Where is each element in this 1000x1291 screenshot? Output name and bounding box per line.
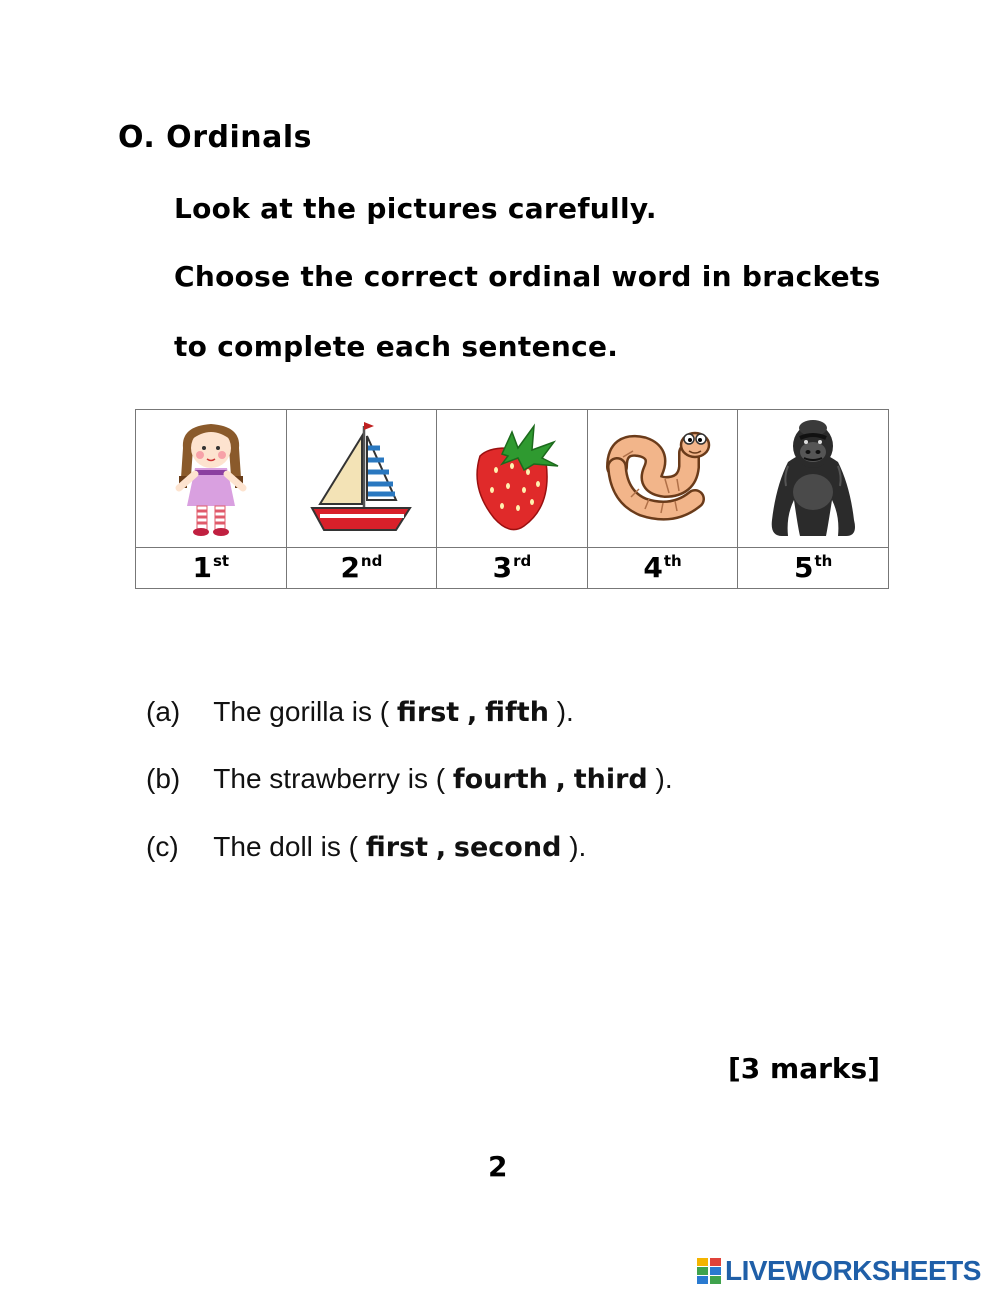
instruction-line-3: to complete each sentence.	[174, 330, 619, 363]
worm-icon	[603, 423, 723, 533]
option-fourth[interactable]: fourth	[452, 764, 548, 795]
picture-cell-4	[587, 410, 738, 548]
ordinal-label-1: 1st	[136, 547, 287, 588]
question-label: (c)	[146, 831, 179, 862]
question-label: (b)	[146, 763, 181, 794]
ordinal-label-2: 2nd	[286, 547, 437, 588]
liveworksheets-watermark	[697, 1255, 981, 1287]
question-a	[146, 696, 574, 728]
ordinal-label-4: 4th	[587, 547, 738, 588]
instruction-line-1: Look at the pictures carefully.	[174, 192, 657, 225]
question-label: (a)	[146, 696, 181, 727]
question-c	[146, 831, 586, 863]
question-end: ).	[655, 763, 673, 794]
picture-cell-1	[136, 410, 287, 548]
option-second[interactable]: second	[453, 832, 562, 863]
marks-label: [3 marks]	[728, 1052, 880, 1085]
gorilla-icon	[758, 416, 868, 540]
question-text: The strawberry is (	[213, 763, 446, 794]
option-separator: ,	[555, 764, 566, 795]
picture-cell-3	[437, 410, 588, 548]
question-end: ).	[556, 696, 574, 727]
ordinal-label-5: 5th	[738, 547, 889, 588]
option-separator: ,	[467, 697, 478, 728]
sailboat-icon	[306, 418, 416, 538]
page-number: 2	[488, 1150, 508, 1183]
liveworksheets-logo-icon	[697, 1258, 721, 1284]
question-b	[146, 763, 673, 795]
picture-cell-2	[286, 410, 437, 548]
option-third[interactable]: third	[573, 764, 648, 795]
picture-cell-5	[738, 410, 889, 548]
question-text: The doll is (	[213, 831, 358, 862]
option-first[interactable]: first	[365, 832, 429, 863]
question-end: ).	[569, 831, 587, 862]
option-separator: ,	[435, 832, 447, 863]
section-heading: O. Ordinals	[118, 120, 312, 155]
question-text: The gorilla is (	[213, 696, 390, 727]
instruction-line-2: Choose the correct ordinal word in brackets	[174, 260, 881, 293]
doll-icon	[161, 418, 261, 538]
strawberry-icon	[462, 418, 562, 538]
option-first[interactable]: first	[396, 697, 460, 728]
ordinal-label-3: 3rd	[437, 547, 588, 588]
ordinal-picture-table	[135, 409, 889, 589]
option-fifth[interactable]: fifth	[485, 697, 549, 728]
watermark-text: LIVEWORKSHEETS	[725, 1255, 981, 1286]
